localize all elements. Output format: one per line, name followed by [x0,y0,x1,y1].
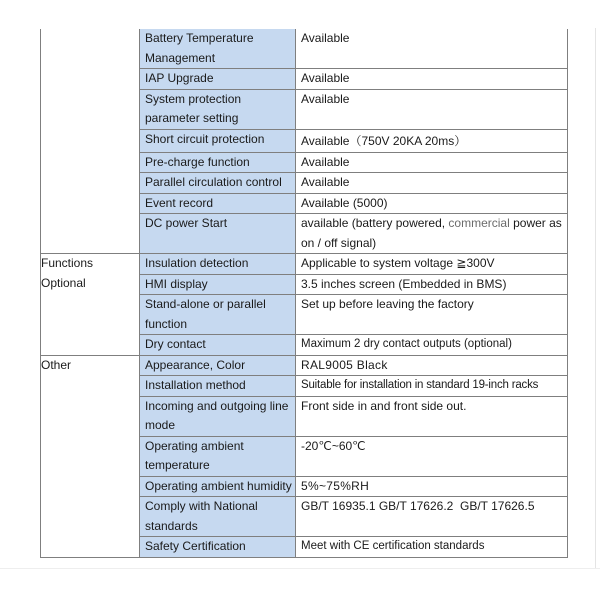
value-cell: Available（750V 20KA 20ms） [296,129,568,152]
value-cell: Suitable for installation in standard 19-inch racks [296,376,568,397]
value-cell: Available (5000) [296,193,568,214]
feature-cell: Comply with National standards [140,497,296,537]
specification-table [40,29,568,558]
feature-cell: Pre-charge function [140,152,296,173]
value-cell: Maximum 2 dry contact outputs (optional) [296,335,568,356]
value-cell: RAL9005 Black [296,355,568,376]
value-cell: GB/T 16935.1 GB/T 17626.2 GB/T 17626.5 [296,497,568,537]
value-cell: Applicable to system voltage ≧300V [296,254,568,275]
category-cell [41,29,140,254]
category-cell: Other [41,355,140,557]
value-cell: Front side in and front side out. [296,396,568,436]
value-cell: Available [296,89,568,129]
category-cell: Functions Optional [41,254,140,356]
value-cell: Available [296,173,568,194]
feature-cell: Dry contact [140,335,296,356]
page-edge [595,28,596,568]
value-cell: 5%~75%RH [296,476,568,497]
feature-cell: System protection parameter setting [140,89,296,129]
feature-cell: Short circuit protection [140,129,296,152]
feature-cell: Installation method [140,376,296,397]
value-cell: Available [296,69,568,90]
value-cell: -20℃~60℃ [296,436,568,476]
value-cell: Available [296,29,568,69]
value-text: power as on / off signal) [301,216,562,250]
value-cell: 3.5 inches screen (Embedded in BMS) [296,274,568,295]
feature-cell: Event record [140,193,296,214]
feature-cell: Operating ambient temperature [140,436,296,476]
table-row [41,29,568,69]
feature-cell: Operating ambient humidity [140,476,296,497]
value-cell: Meet with CE certification standards [296,537,568,558]
value-text: available (battery powered, [301,216,449,230]
feature-cell: HMI display [140,274,296,295]
feature-cell: Incoming and outgoing line mode [140,396,296,436]
value-cell: Available [296,152,568,173]
feature-cell: Insulation detection [140,254,296,275]
page-edge [0,568,600,569]
feature-cell: Safety Certification [140,537,296,558]
table-row [41,254,568,275]
value-text-highlight: commercial [448,216,510,230]
feature-cell: IAP Upgrade [140,69,296,90]
table-row [41,355,568,376]
feature-cell: Stand-alone or parallel function [140,295,296,335]
value-cell: Set up before leaving the factory [296,295,568,335]
feature-cell: Appearance, Color [140,355,296,376]
feature-cell: DC power Start [140,214,296,254]
feature-cell: Parallel circulation control [140,173,296,194]
feature-cell: Battery Temperature Management [140,29,296,69]
value-cell [296,214,568,254]
